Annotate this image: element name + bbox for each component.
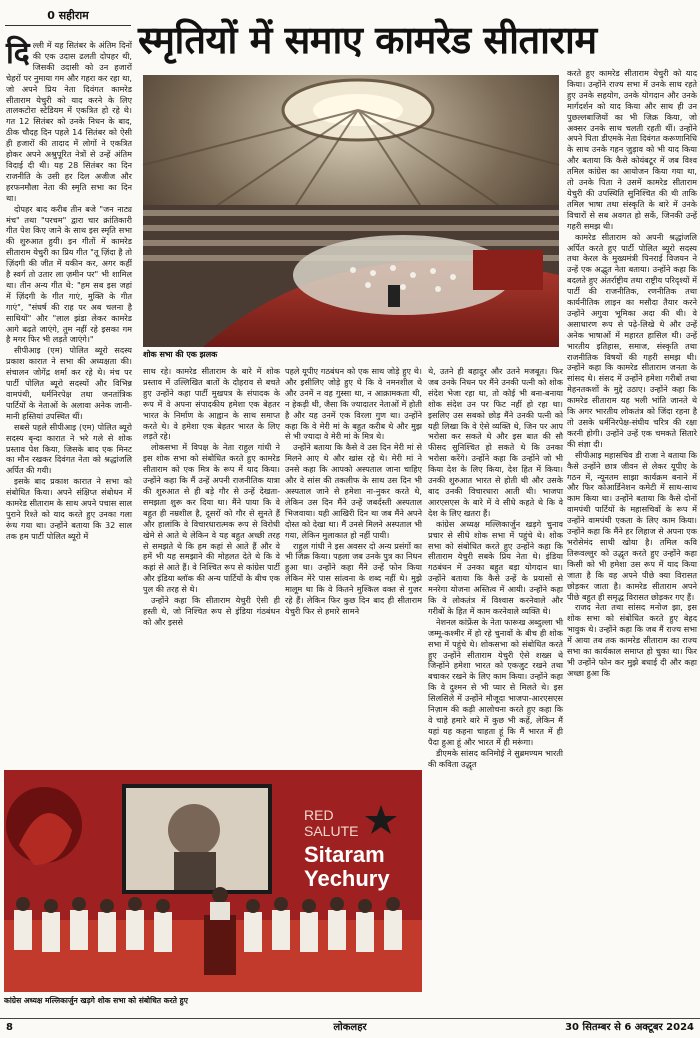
article-column-5 bbox=[567, 68, 697, 998]
article-paragraph: दोपहर बाद करीब तीन बजे "जन नाट्य मंच" तथा "परचम" द्वारा चार क्रांतिकारी गीत पेश किए जाने के साथ इस स्मृति सभा की शुरुआत हुयी। इन गीतों में कामरेड सीताराम येचुरी का प्रिय गीत "तू ज़िंदा है तो ज़िंदगी की जीत में यकीन कर, अगर कहीं है स्वर्ग तो उतार ला ज़मीन पर" भी शामिल था। तीन अन्य गीत थे: "हम सब इस जहां में ज़िंदगी के गीत गाएं, मुक्ति के गीत गाएं", "संघर्ष की राह पर अब चलना है साथियों" और "लाल झंडा लेकर कामरेड आगे बढ़ते जाएंगे, तुम नहीं रहे इसका गम है मगर फिर भी लड़ते जाएंगे।" bbox=[6, 203, 132, 345]
article-paragraph: सीपीआइ (एम) पोलित ब्यूरो सदस्य प्रकाश कारात ने सभा की अध्यक्षता की। संचालन जोगेंद्र शर्मा कर रहे थे। मंच पर पार्टी पोलित ब्यूरो सदस्यों और विभिन्न वामपंथी, धर्मनिरपेक्ष तथा जनतांत्रिक पार्टियों के नेताओं के अलावा अनेक जानी-मानी हस्तियां उपस्थित थीं। bbox=[6, 345, 132, 421]
stage-photo bbox=[4, 770, 422, 992]
article-paragraph: करते हुए कामरेड सीताराम येचुरी को याद किया। उन्होंने राज्य सभा में उनके साथ रहते हुए उनके सहयोग, उनके योगदान और उनके मार्गदर्शन को याद किया और साथ ही उन पुछल्लबाजियों का भी जिक्र किया, जो अक्सर उनके साथ चलती रहती थीं। उन्होंने अपने पिता डीएमके नेता दिवंगत करूणानिधि के साथ उनके गहन जुड़ाव को भी याद किया और बताया कि कैसे कोयंबटूर में जब विश्व तमिल कांग्रेस का आयोजन किया गया था, तो उनके पिता ने उसमें कामरेड सीताराम येचुरी की उपस्थिति सुनिश्चित की थी ताकि तमिल भाषा तथा संस्कृति के बारे में उनके विचारों से सब अवगत हो सकें, जिनकी उन्हें गहरी समझ थी। bbox=[567, 68, 697, 231]
article-paragraph: सीपीआइ महासचिव डी राजा ने बताया कि कैसे उन्होंने छात्र जीवन से लेकर यूपीए के गठन में, न्यूनतम साझा कार्यक्रम बनाने में और फिर कोआर्डिनेशन कमेटी में साथ-साथ काम किया था। उन्होंने बताया कि कैसे दोनों वामपंथी पार्टियों के महासचिवों के रूप में उन्होंने वामपंथी एकता के लिए काम किया। उन्होंने कहा कि मैंने हर लिहाज से अपना एक भरोसेमंद साथी खोया है। तमिल कवि तिरूवल्लुर को उद्धृत करते हुए उन्होंने कहा किसी को भी हमेशा उस रूप में याद किया जाता है कि वह अपने पीछे क्या विरासत छोड़कर जाता है। कामरेड सीताराम अपने पीछे बहुत ही समृद्ध विरासत छोड़कर गए हैं। bbox=[567, 449, 697, 602]
article-paragraph: सबसे पहले सीपीआइ (एम) पोलित ब्यूरो सदस्य बृन्दा कारात ने भरे गले से शोक प्रस्ताव पेश किया, जिसके बाद एक मिनट का मौन रखकर दिवंगत नेता को श्रद्धांजलि अर्पित की गयी। bbox=[6, 421, 132, 476]
article-column-2 bbox=[143, 366, 280, 770]
article-paragraph: दिल्ली में यह सितंबर के अंतिम दिनों की एक उदास ढलती दोपहर थी, जिसकी उदासी को उन हजारों चेहरों पर नुमाया गम और गहरा कर रहा था, जो अपने प्रिय नेता दिवंगत कामरेड सीताराम येचुरी को याद करने के लिए तालकटोरा स्टेडियम में एकत्रित हो रहे थे। गत 12 सितंबर को उनके निधन के बाद, ठीक चौदह दिन पहले 14 सितंबर को ऐसी ही हजारों की तादाद में लोगों ने एकत्रित होकर अपने अश्रुपूरित नेत्रों से उन्हें अंतिम विदाई दी थी। यह 28 सितंबर का दिन राजनीति के उसी हर दिल अजीज और हरफनमौला नेता की स्मृति सभा का दिन था। bbox=[6, 36, 132, 203]
memorial-hall-photo bbox=[143, 75, 559, 347]
article-paragraph: उन्होंने कहा कि सीताराम येचुरी ऐसी ही हस्ती थे, जो निश्चित रूप से इंडिया गंठबंधन को और इससे bbox=[143, 595, 280, 627]
drop-cap: दि bbox=[6, 36, 30, 71]
photo-caption: शोक सभा की एक झलक bbox=[143, 350, 218, 359]
page-headline: स्मृतियों में समाए कामरेड सीताराम bbox=[138, 17, 597, 62]
article-paragraph: उन्होंने बताया कि कैसे वे उस दिन मेरी मां से मिलने आए थे और खांस रहे थे। मेरी मां ने उनसे कहा कि आपको अस्पताल जाना चाहिए और वे सांस की तकलीफ के साथ उस दिन भी अस्पताल जाने से हमेशा ना-नुकर करते थे, लेकिन उस दिन मैंने उन्हें जबर्दस्ती अस्पताल भिजवाया। यही आखिरी दिन था जब मैंने अपने दोस्त को देखा था। मैं उनसे मिलने अस्पताल भी गया, लेकिन मुलाकात हो नहीं पायी। bbox=[285, 442, 422, 540]
page-footer bbox=[0, 1018, 700, 1038]
article-paragraph: साथ रहे। कामरेड सीताराम के बारे में शोक प्रस्ताव में उल्लिखित बातों के दोहराव से बचते हुए उन्होंने कहा पार्टी मुखपत्र के संपादक के रूप में वे अपना संपादकीय हमेशा एक बेहतर भारत के निर्माण के आह्वान के साथ समाप्त करते थे। वे हमेशा एक बेहतर भारत के लिए लड़ते रहे। bbox=[143, 366, 280, 442]
banner-yechury-text: Yechury bbox=[304, 866, 390, 891]
page-number: 8 bbox=[6, 1022, 13, 1033]
article-paragraph: पहले यूपीए गठबंधन को एक साथ जोड़े हुए थे। और इसीलिए जोड़े हुए थे कि वे नमनशील थे और उनमें न वह गुस्सा था, न आक्रामकता थी, न हेकड़ी थी, जैसा कि ज्यादातर नेताओं में होती है और यह उनमें एक विरला गुण था। उन्होंने कहा कि वे मेरी मां के बहुत करीब थे और मुझ से भी ज्यादा वे मेरी मां के मित्र थे। bbox=[285, 366, 422, 442]
banner-sitaram-text: Sitaram bbox=[304, 842, 385, 867]
banner-red-text: RED bbox=[304, 807, 334, 823]
article-paragraph: राहुल गांधी ने इस अवसर दो अन्य प्रसंगों का भी जिक्र किया। पहला जब उनके पुत्र का निधन हुआ था। उन्होंने कहा मैंने उन्हें फोन किया लेकिन मेरे पास सांत्वना के शब्द नहीं थे। मुझे मालूम था कि वे कितने मुश्किल वक्त से गुजर रहे हैं। लेकिन फिर कुछ दिन बाद ही सीताराम येचुरी फिर से हमारे सामने bbox=[285, 540, 422, 616]
stage-photo-illustration bbox=[4, 770, 422, 992]
article-paragraph: नेशनल कांफ्रेंस के नेता फारूख अब्दुल्ला भी जम्मू-कश्मीर में हो रहे चुनावों के बीच ही शोक सभा में पहुंचे थे। शोकसभा को संबोधित करते हुए उन्होंने सीताराम येचुरी ऐसे शख्स थे जिन्होंने हमेशा भारत को एकजुट रखने तथा बचाकर रखने के लिए काम किया। उन्होंने कहा कि वे दुश्मन से भी प्यार से मिलते थे। इस सिलसिले में उन्होंने मौजूदा भाजपा-आरएसएस निज़ाम की कड़ी आलोचना करते हुए कहा कि वे चाहे हमारे बारे में कुछ भी कहें, लेकिन मैं यहां यह कहना चाहता हूं कि मैं भारत में ही पैदा हुआ हूं और भारत में ही मरूंगा। bbox=[428, 616, 563, 747]
article-paragraph: राजद नेता तथा सांसद मनोज झा, इस शोक सभा को संबोधित करते हुए बेहद भावुक थे। उन्होंने कहा कि जब मैं राज्य सभा में आया तब तक कामरेड सीताराम का राज्य सभा का कार्यकाल समाप्त हो चुका था। फिर भी उन्होंने फोन कर मुझे बधाई दी और कहा अच्छा हुआ कि bbox=[567, 602, 697, 678]
article-paragraph: थे, उतने ही बहादुर और उतने मजबूत। फिर जब उनके निधन पर मैंने उनकी पत्नी को शोक संदेश भेजा रहा था, तो कोई भी बना-बनाया शोक संदेश उन पर फिट नहीं हो रहा था। इसलिए उस सबको छोड़ मैंने उनकी पत्नी को यही लिखा कि वे ऐसे व्यक्ति थे, जिन पर आप भरोसा कर सकते थे और इस बात की सौ फीसद सुनिश्चित हो सकते थे कि उनका भरोसा करेंगे। उन्होंने कहा कि उन्होंने जो भी किया देश के लिए किया, देश हित में किया। उनकी शुरुआत भारत से होती थी और उसके बाद उनकी विचारधारा आती थी। भाजपा आरएसएस के बारे में वे सीधे कहते थे कि वे देश के लिए खतरा हैं। bbox=[428, 366, 563, 518]
article-column-3 bbox=[285, 366, 422, 770]
article-paragraph: लोकसभा में विपक्ष के नेता राहुल गांधी ने इस शोक सभा को संबोधित करते हुए कामरेड सीताराम को एक मित्र के रूप में याद किया। उन्होंने कहा कि मैं उन्हें अपनी राजनीतिक यात्रा की शुरुआत से ही बड़े गौर से उन्हें देखता-समझता शुरू कर दिया था। मैंने पाया कि वे बहुत ही नम्रशील है, दूसरों को गौर से सुनते हैं और हालांकि वे विचारधारात्मक रूप से विरोधी खेमे से आते थे लेकिन वे यह बहुत अच्छी तरह से समझते थे कि हम कहां से आते हैं और वे हमें भी यह समझाने की मोहलत देते थे कि वे कहां से आते हैं। वे निश्चित रूप से कांग्रेस पार्टी और इंडिया ब्लॉक की अन्य पार्टियों के बीच एक पुल की तरह से थे। bbox=[143, 442, 280, 595]
column-tag: 0 सहीराम bbox=[5, 6, 131, 26]
banner-salute-text: SALUTE bbox=[304, 823, 359, 839]
publication-name: लोकलहर bbox=[333, 1022, 367, 1033]
article-column-1 bbox=[6, 36, 132, 541]
article-paragraph: इसके बाद प्रकाश कारात ने सभा को संबोधित किया। अपने संक्षिप्त संबोधन में कामरेड सीताराम के साथ अपने पचास साल पुराने रिश्ते को याद करते हुए उनका गला रूंध गया था। उन्होंने बताया कि 32 साल तक हम पार्टी पोलित ब्यूरो में bbox=[6, 476, 132, 541]
photo-caption: कांग्रेस अध्यक्ष मल्लिकार्जुन खड़गे शोक सभा को संबोधित करते हुए bbox=[4, 996, 188, 1005]
issue-date: 30 सितम्बर से 6 अक्टूबर 2024 bbox=[565, 1022, 694, 1033]
article-paragraph: डीएमके सांसद कनिमोई ने सुब्रमण्यम भारती की कविता उद्धृत bbox=[428, 747, 563, 769]
stadium-photo-illustration bbox=[143, 75, 559, 347]
article-paragraph: कामरेड सीताराम को अपनी श्रद्धांजलि अर्पित करते हुए पार्टी पोलित ब्यूरो सदस्य तथा केरल के मुख्यमंत्री पिनराई विजयन ने उन्हें एक अद्भुत नेता बताया। उन्होंने कहा कि बदलते हुए अंतर्राष्ट्रीय तथा राष्ट्रीय परिदृश्यों में पार्टी की राजनीतिक, रणनीतिक तथा कार्यनीतिक लाइन का मसौदा तैयार करने उन्होंने अगुवा भूमिका अदा की थी। वे असाधारण रूप से पढ़े-लिखे थे और उन्हें अनेक भाषाओं में महारत हासिल थी। उन्हें भारतीय इतिहास, समाज, संस्कृति तथा राजनीतिक विषयों की गहरी समझ थी। उन्होंने कहा कि कामरेड सीताराम जनता के सांसद थे। संसद में उन्होंने हमेशा गरीबों तथा मेहनतकशों के मुद्दे उठाए। उन्होंने कहा कि कामरेड सीताराम यह भली भांति जानते थे कि अगर भारतीय लोकतंत्र को जिंदा रहना है तो उसके धर्मनिरपेक्ष-संघीय चरित्र की रक्षा करनी होगी। उन्होंने उन्हें एक चमकते सितारे की संज्ञा दी। bbox=[567, 231, 697, 449]
article-paragraph: कांग्रेस अध्यक्ष मल्लिकार्जुन खड़गे चुनाव प्रचार से सीधे शोक सभा में पहुंचे थे। शोक सभा को संबोधित करते हुए उन्होंने कहा कि सीताराम येचुरी सबके प्रिय नेता थे। इंडिया गठबंधन में उनका बहुत बड़ा योगदान था। उन्होंने बताया कि कैसे उन्हें के प्रयासों से मनरेगा योजना अस्तित्व में आयी। उन्होंने कहा कि वे लोकतंत्र में विश्वास करनेवाले और गरीबों के हित में काम करनेवाले व्यक्ति थे। bbox=[428, 518, 563, 616]
article-column-4 bbox=[428, 366, 563, 1026]
